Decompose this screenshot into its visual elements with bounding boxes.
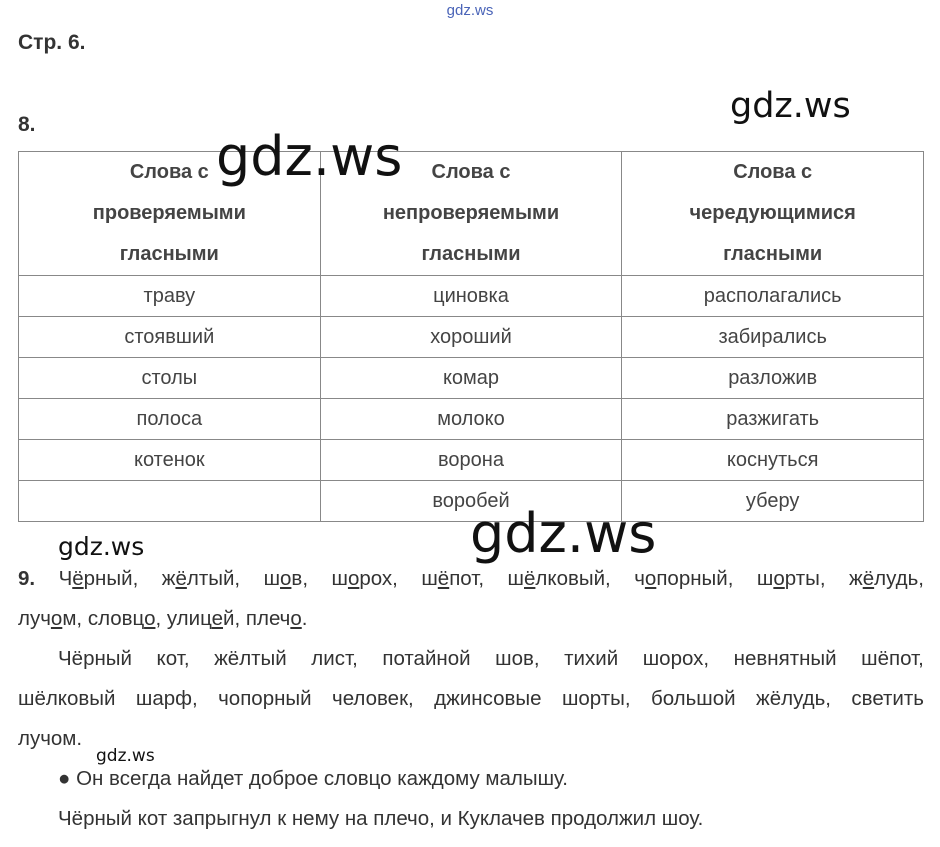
bullet-sentence: ● Он всегда найдет доброе словцо каждому малышу. [58,767,568,790]
table-row [19,276,924,317]
paragraph-word: потайной [382,647,471,670]
paragraph-word: Чёрный [58,647,132,670]
vocab-word: шорох, [331,567,398,590]
paragraph-word: чопорный [218,687,312,710]
paragraph-word: жёлтый [214,647,287,670]
table-cell: ворона [320,440,622,481]
vocab-word: словцо, [87,607,162,630]
table-cell: столы [19,358,321,399]
vocab-word: чопорный, [634,567,734,590]
paragraph-word: светить [851,687,924,710]
header-checked-vowels: Слова с проверяемыми гласными [19,152,321,276]
table-cell: циновка [320,276,622,317]
watermark-logo: gdz.ws [470,502,657,565]
table-row [19,317,924,358]
vocab-word: улицей, [166,607,241,630]
paragraph-word: шёпот, [861,647,924,670]
vocab-word: шорты, [756,567,826,590]
table-cell: молоко [320,399,622,440]
table-cell: забирались [622,317,924,358]
task-9 [18,559,924,839]
vocab-word: плечо. [245,607,308,630]
paragraph-word: лист, [311,647,358,670]
paragraph-word: шов, [495,647,540,670]
paragraph-word: шорох, [642,647,710,670]
table-cell: воробей [320,481,622,522]
words-table [18,151,924,522]
paragraph-word: тихий [564,647,619,670]
paragraph-word: шорты, [561,687,631,710]
table-cell: коснуться [622,440,924,481]
watermark-logo: gdz.ws [730,86,851,126]
table-cell: разложив [622,358,924,399]
page-label: Стр. 6. [18,31,86,54]
vocab-word: жёлудь, [849,567,924,590]
paragraph-line-1 [18,639,924,679]
header-alternating-vowels: Слова с чередующимися гласными [622,152,924,276]
header-unchecked-vowels: Слова с непроверяемыми гласными [320,152,622,276]
table-cell: стоявший [19,317,321,358]
table-cell: траву [19,276,321,317]
table-cell: котенок [19,440,321,481]
table-cell: комар [320,358,622,399]
paragraph-word: шёлковый [18,687,116,710]
paragraph-word: джинсовые [434,687,542,710]
vocab-word: шёлковый, [507,567,611,590]
table-cell: полоса [19,399,321,440]
table-cell [19,481,321,522]
task-8-number: 8. [18,113,36,136]
paragraph-word: большой [650,687,736,710]
last-sentence: Чёрный кот запрыгнул к нему на плечо, и Куклачев продолжил шоу. [58,807,704,830]
table-row [19,358,924,399]
watermark-logo: gdz.ws [216,125,403,188]
vocab-word: жёлтый, [161,567,241,590]
paragraph-line-3: лучом. [18,727,83,750]
watermark-top: gdz.ws [446,2,494,19]
table-cell: хороший [320,317,622,358]
table-row [19,399,924,440]
task-9-words-line-1 [18,559,924,599]
paragraph-line-2 [18,679,924,719]
table-header-row [19,152,924,276]
task-9-number: 9. [18,567,36,590]
paragraph-word: жёлудь, [756,687,831,710]
watermark-logo: gdz.ws [58,532,145,561]
paragraph-word: невнятный [733,647,837,670]
vocab-word: лучом, [18,607,83,630]
table-row [19,440,924,481]
paragraph-word: кот, [156,647,190,670]
vocab-word: Чёрный, [58,567,139,590]
vocab-word: шов, [263,567,309,590]
paragraph-word: шарф, [135,687,198,710]
vocab-word: шёпот, [421,567,485,590]
task-9-words-line-2 [18,599,924,639]
paragraph-word: человек, [332,687,414,710]
table-cell: уберу [622,481,924,522]
table-cell: располагались [622,276,924,317]
table-cell: разжигать [622,399,924,440]
watermark-logo: gdz.ws [96,746,155,766]
